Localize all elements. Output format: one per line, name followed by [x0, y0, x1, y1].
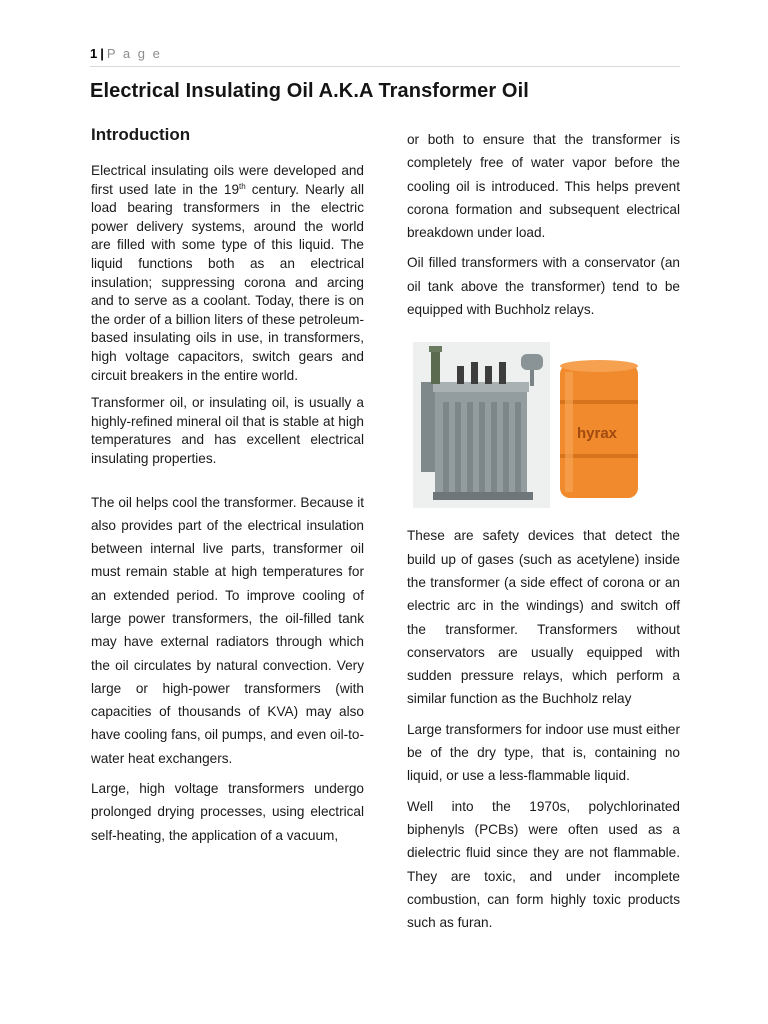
header-separator: |	[100, 46, 104, 61]
paragraph-buchholz: These are safety devices that detect the build up of gases (such as acetylene) inside the transformer (a side effect of corona or an electric arc in the windings) and switch off the transformer. Transformers without conservators are usually equipped with sudden pressure relays, which perform a similar function as the Buchholz relay	[407, 528, 680, 707]
paragraph-drying: Large, high voltage transformers undergo prolonged drying processes, using electrical self-heating, the application of a vacuum,	[91, 781, 364, 843]
paragraph-indoor: Large transformers for indoor use must either be of the dry type, that is, containing no liquid, or use a less-flammable liquid.	[407, 721, 680, 784]
orange-oil-drum-illustration	[560, 360, 638, 498]
paragraph-history	[91, 162, 364, 385]
page-header	[90, 46, 680, 67]
right-column	[407, 128, 680, 934]
transformer-and-oil-drum-image	[413, 342, 681, 508]
paragraph-water-vapor: or both to ensure that the transformer is completely free of water vapor before the cooling oil is introduced. This helps prevent corona formation and subsequent electrical breakdown under load.	[407, 132, 680, 241]
paragraph-definition: Transformer oil, or insulating oil, is usually a highly-refined mineral oil that is stable at high temperatures and has excellent electrical insulating properties.	[91, 395, 364, 466]
page-number: 1	[90, 46, 98, 61]
section-heading: Introduction	[91, 125, 191, 144]
page-label: P a g e	[106, 46, 162, 61]
paragraph-cooling: The oil helps cool the transformer. Because it also provides part of the electrical insulation between internal live parts, transformer oil must remain stable at high temperatures for an extended period. To improve cooling of large power transformers, the oil-filled tank may have external radiators through which the oil circulates by natural convection. Very large or high-power transformers (with capacities of thousands of KVA) may also have cooling fans, oil pumps, and even oil-to-water heat exchangers.	[91, 494, 364, 766]
paragraph-conservator: Oil filled transformers with a conservator (an oil tank above the transformer) tend to be equipped with Buchholz relays.	[407, 255, 680, 318]
paragraph-history-text-a: Electrical insulating oils were developed and first used late in the 19	[91, 163, 364, 197]
drum-label: hyrax	[576, 425, 618, 442]
document-title: Electrical Insulating Oil A.K.A Transformer Oil	[90, 80, 529, 102]
superscript: th	[239, 181, 246, 191]
paragraph-history-text-b: century. Nearly all load bearing transformers in the electric power delivery systems, around the world are filled with some type of this liquid. The liquid functions both as an electrical insulation; suppressing corona and arcing and to serve as a coolant. Today, there is on the order of a billion liters of these petroleum-based insulating oils in use, in transformers, high voltage capacitors, switch gears and circuit breakers in the entire world.	[91, 181, 364, 383]
left-column	[91, 162, 364, 847]
paragraph-pcbs: Well into the 1970s, polychlorinated biphenyls (PCBs) were often used as a dielectric fluid since they are not flammable. They are toxic, and under incomplete combustion, can form highly toxic products such as furan.	[407, 798, 680, 931]
